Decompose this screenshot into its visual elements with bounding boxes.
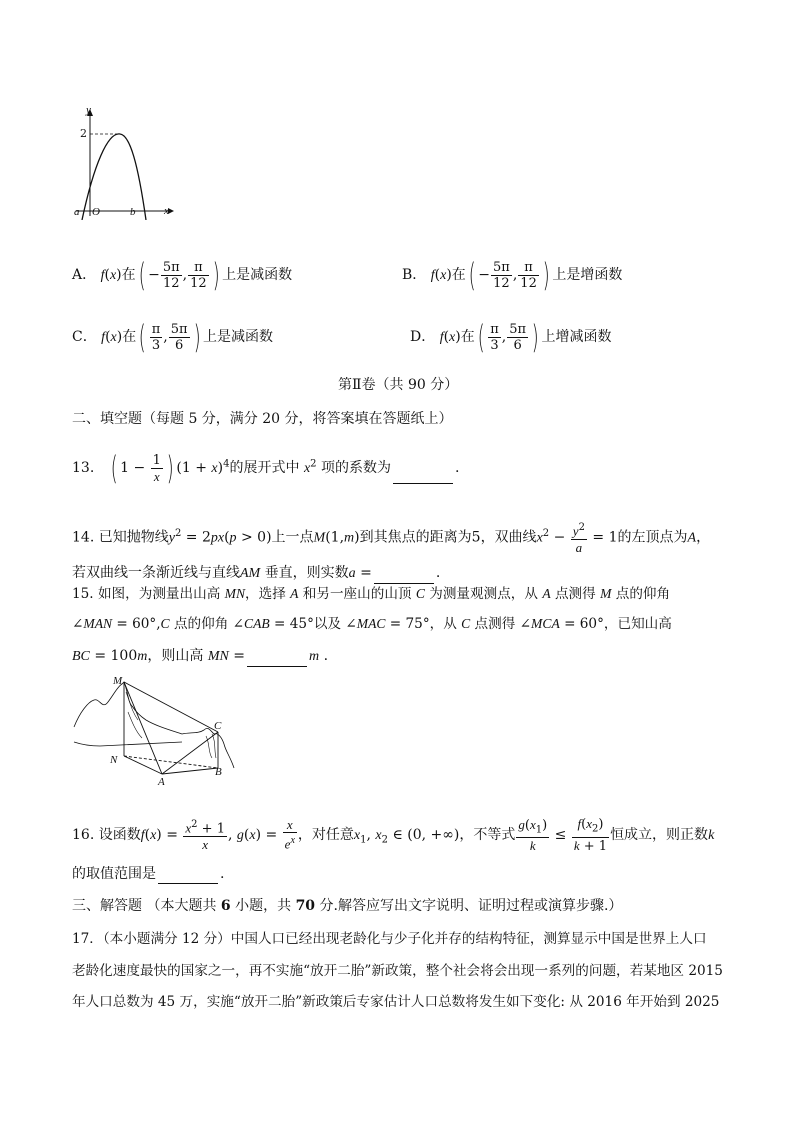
graph-tick-2: 2	[80, 127, 87, 140]
answer-blank	[247, 652, 307, 667]
question-15-line2: ∠MAN = 60°,C 点的仰角 ∠CAB = 45°以及 ∠MAC = 75°，从 C 点测得 ∠MCA = 60°，已知山高	[72, 616, 672, 632]
figure-label-c: C	[214, 720, 222, 732]
section2-heading: 二、填空题（每题 5 分，满分 20 分，将答案填在答题纸上）	[72, 411, 453, 427]
question-16-line1: 16. 设函数f(x) = $\frac{x^2 + 1}{x}$ , g(x) = $\frac{x}{e^x}$ ，对任意$x_1$, $x_2$ ∈ (0, +∞)，不等式 $\frac{g(x_1)}{k}$ ≤ $\frac{f(x_2)}{k + 1}$ 恒成立，则正数k	[72, 816, 715, 854]
option-c: C． f(x)在( $\frac{\pi}{3}$ , $\frac{5\pi}{6}$ ) 上是减函数	[72, 318, 274, 356]
section3-heading: 三、解答题 （本大题共 6 小题，共 70 分.解答应写出文字说明、证明过程或演算步骤.）	[72, 898, 623, 914]
option-b: B． f(x)在( − $\frac{5\pi}{12}$ , $\frac{\pi}{12}$ ) 上是增函数	[402, 256, 623, 294]
figure-label-a: A	[158, 776, 165, 788]
function-graph	[68, 104, 178, 220]
question-17-line3: 年人口总数为 45 万，实施“放开二胎”新政策后专家估计人口总数将发生如下变化: 从 2016 年开始到 2025	[72, 994, 720, 1010]
question-14-line2: 若双曲线一条渐近线与直线AM 垂直，则实数a = .	[72, 563, 440, 584]
option-d: D． f(x)在( $\frac{\pi}{3}$ , $\frac{5\pi}{6}$ ) 上增减函数	[410, 318, 612, 356]
graph-label-b: b	[130, 206, 136, 218]
graph-x-label: x	[164, 205, 169, 217]
question-15-line1: 15. 如图，为测量出山高 MN，选择 A 和另一座山的山顶 C 为测量观测点，从 A 点测得 M 点的仰角	[72, 586, 671, 602]
question-17-line1: 17．（本小题满分 12 分）中国人口已经出现老龄化与少子化并存的结构特征，测算显示中国是世界上人口	[72, 931, 707, 947]
graph-label-a: a	[74, 206, 80, 218]
option-a: A． f(x)在( − $\frac{5\pi}{12}$ , $\frac{\pi}{12}$ ) 上是减函数	[72, 256, 293, 294]
answer-blank	[158, 869, 218, 884]
option-letter: D．	[410, 329, 436, 345]
figure-label-m: M	[113, 675, 123, 687]
question-17-line2: 老龄化速度最快的国家之一，再不实施“放开二胎”新政策，整个社会将会出现一系列的问题，若某地区 2015	[72, 963, 723, 979]
part2-title: 第Ⅱ卷（共 90 分）	[338, 377, 459, 393]
question-14-line1: 14. 已知抛物线$y^2 = 2px(p > 0)$上一点M(1,m)到其焦点的距离为5，双曲线$x^2$ − $\frac{y^2}{a}$ = 1的左顶点为A，	[72, 522, 711, 556]
question-13: 13. ( 1 − $\frac{1}{x}$ ) $(1 + x)^4$的展开式中 $x^2$ 项的系数为 .	[72, 449, 460, 487]
question-16-line2: 的取值范围是 .	[72, 866, 225, 882]
figure-label-b: B	[215, 766, 222, 778]
graph-label-o: O	[92, 206, 100, 218]
option-letter: C．	[72, 329, 97, 345]
option-letter: B．	[402, 267, 427, 283]
question-15-line3: BC = 100m，则山高 MN = m .	[72, 646, 328, 667]
option-letter: A．	[72, 267, 97, 283]
answer-blank	[393, 469, 453, 484]
answer-blank	[374, 569, 434, 584]
graph-y-label: y	[86, 104, 91, 116]
figure-label-n: N	[110, 754, 118, 766]
